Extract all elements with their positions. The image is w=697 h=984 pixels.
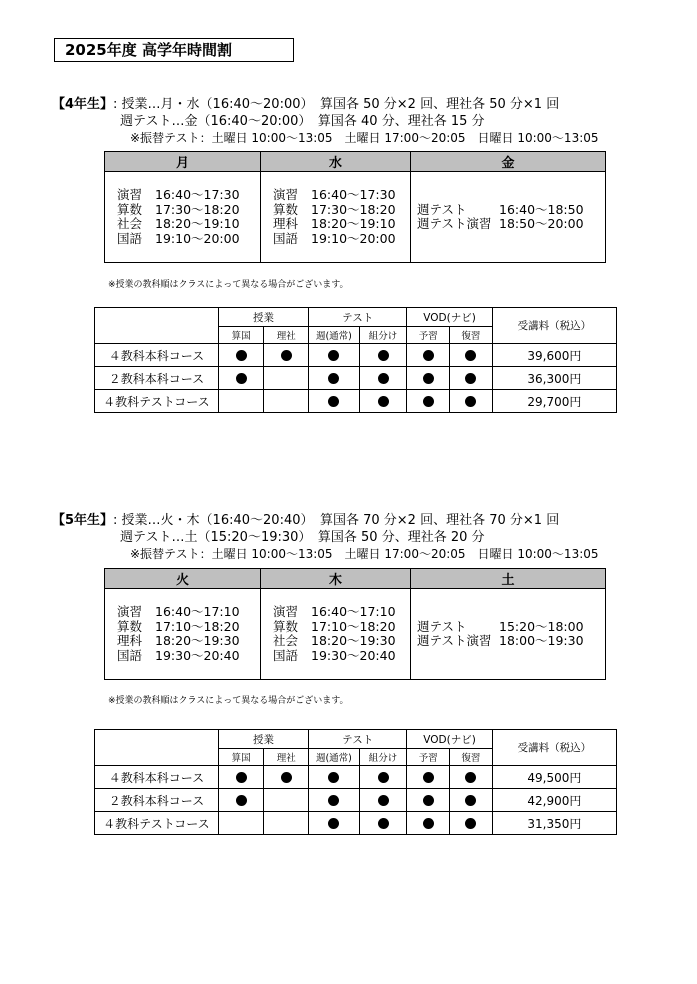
included-dot-icon (378, 373, 389, 384)
fee-group-header: 授業 (218, 730, 308, 749)
grade5-note: ※授業の教科順はクラスによって異なる場合がございます。 (108, 696, 349, 706)
fee-sub-header: 算国 (218, 327, 264, 344)
course-name: ２教科本科コース (95, 367, 219, 390)
included-dot-icon (465, 772, 476, 783)
course-mark-cell (450, 812, 493, 835)
fee-group-header: テスト (309, 308, 407, 327)
course-mark-cell (264, 812, 309, 835)
course-mark-cell (309, 367, 360, 390)
grade4-header (52, 96, 599, 147)
course-mark-cell (218, 367, 264, 390)
grade5-lesson-line: : 授業…火・木（16:40〜20:40） 算国各 70 分×2 回、理社各 70 分×1 回 (113, 513, 560, 528)
course-mark-cell (264, 789, 309, 812)
course-row (95, 812, 617, 835)
included-dot-icon (423, 818, 434, 829)
fee-sub-header: 理社 (264, 327, 309, 344)
grade4-tag: 【4年生】 (52, 97, 114, 112)
grade4-lesson-line: : 授業…月・水（16:40〜20:00） 算国各 50 分×2 回、理社各 50 分×1 回 (113, 97, 560, 112)
course-mark-cell (407, 390, 450, 413)
fee-sub-header: 組分け (359, 327, 407, 344)
fee-sub-header: 週(通常) (309, 749, 360, 766)
included-dot-icon (236, 373, 247, 384)
grade4-makeup-line: ※振替テスト：土曜日 10:00〜13:05 土曜日 17:00〜20:05 日曜日 10:00〜13:05 (130, 131, 599, 145)
included-dot-icon (423, 373, 434, 384)
day-header: 月 (105, 152, 261, 172)
day-header: 水 (261, 152, 411, 172)
course-row (95, 344, 617, 367)
day-header: 金 (411, 152, 606, 172)
grade4-test-line: 週テスト…金（16:40〜20:00） 算国各 40 分、理社各 15 分 (120, 114, 485, 129)
day-header: 土 (411, 569, 606, 589)
course-mark-cell (450, 367, 493, 390)
fee-sub-header: 予習 (407, 749, 450, 766)
course-mark-cell (359, 390, 407, 413)
fee-sub-header: 組分け (359, 749, 407, 766)
included-dot-icon (378, 396, 389, 407)
course-mark-cell (218, 344, 264, 367)
course-mark-cell (407, 344, 450, 367)
grade4-fee-table (94, 307, 617, 413)
included-dot-icon (328, 772, 339, 783)
included-dot-icon (281, 772, 292, 783)
included-dot-icon (236, 795, 247, 806)
page-title: 2025年度 高学年時間割 (54, 38, 294, 62)
course-mark-cell (359, 812, 407, 835)
grade5-makeup-line: ※振替テスト：土曜日 10:00〜13:05 土曜日 17:00〜20:05 日曜日 10:00〜13:05 (130, 547, 599, 561)
fee-group-header: 授業 (218, 308, 308, 327)
fee-group-header: テスト (309, 730, 407, 749)
course-row (95, 390, 617, 413)
fee-sub-header: 算国 (218, 749, 264, 766)
course-name: ４教科本科コース (95, 344, 219, 367)
fee-header-blank (95, 730, 219, 766)
included-dot-icon (236, 772, 247, 783)
day-schedule-cell: 週テスト 15:20〜18:00 週テスト演習 18:00〜19:30 (411, 589, 606, 680)
course-mark-cell (407, 812, 450, 835)
course-mark-cell (309, 812, 360, 835)
fee-sub-header: 週(通常) (309, 327, 360, 344)
included-dot-icon (423, 396, 434, 407)
course-name: ４教科テストコース (95, 390, 219, 413)
course-name: ４教科テストコース (95, 812, 219, 835)
course-price: 31,350円 (492, 812, 616, 835)
course-mark-cell (359, 766, 407, 789)
fee-header-blank (95, 308, 219, 344)
fee-sub-header: 理社 (264, 749, 309, 766)
fee-sub-header: 復習 (450, 327, 493, 344)
grade5-tag: 【5年生】 (52, 513, 114, 528)
course-mark-cell (407, 367, 450, 390)
course-mark-cell (450, 766, 493, 789)
course-mark-cell (309, 766, 360, 789)
course-mark-cell (264, 344, 309, 367)
included-dot-icon (328, 350, 339, 361)
day-header: 火 (105, 569, 261, 589)
course-mark-cell (218, 812, 264, 835)
included-dot-icon (378, 795, 389, 806)
course-price: 42,900円 (492, 789, 616, 812)
grade5-header (52, 512, 599, 563)
day-schedule-cell: 演習 16:40〜17:30 算数 17:30〜18:20 理科 18:20〜19:10 国語 19:10〜20:00 (261, 172, 411, 263)
fee-sub-header: 復習 (450, 749, 493, 766)
included-dot-icon (328, 795, 339, 806)
day-schedule-cell: 演習 16:40〜17:10 算数 17:10〜18:20 理科 18:20〜19:30 国語 19:30〜20:40 (105, 589, 261, 680)
included-dot-icon (328, 818, 339, 829)
course-mark-cell (218, 390, 264, 413)
course-mark-cell (264, 390, 309, 413)
included-dot-icon (236, 350, 247, 361)
course-mark-cell (309, 344, 360, 367)
course-mark-cell (407, 789, 450, 812)
course-mark-cell (359, 367, 407, 390)
course-mark-cell (407, 766, 450, 789)
course-name: ２教科本科コース (95, 789, 219, 812)
included-dot-icon (465, 373, 476, 384)
course-price: 29,700円 (492, 390, 616, 413)
course-price: 36,300円 (492, 367, 616, 390)
day-schedule-cell: 週テスト 16:40〜18:50 週テスト演習 18:50〜20:00 (411, 172, 606, 263)
course-mark-cell (359, 789, 407, 812)
fee-price-header: 受講料（税込） (492, 730, 616, 766)
fee-group-header: VOD(ナビ) (407, 308, 493, 327)
course-mark-cell (218, 766, 264, 789)
course-row (95, 789, 617, 812)
included-dot-icon (423, 795, 434, 806)
fee-sub-header: 予習 (407, 327, 450, 344)
included-dot-icon (465, 350, 476, 361)
included-dot-icon (423, 350, 434, 361)
course-row (95, 367, 617, 390)
course-row (95, 766, 617, 789)
grade5-schedule-table (104, 568, 606, 680)
course-mark-cell (359, 344, 407, 367)
course-name: ４教科本科コース (95, 766, 219, 789)
included-dot-icon (378, 350, 389, 361)
course-price: 39,600円 (492, 344, 616, 367)
grade5-test-line: 週テスト…土（15:20〜19:30） 算国各 50 分、理社各 20 分 (120, 530, 485, 545)
course-mark-cell (264, 367, 309, 390)
included-dot-icon (465, 818, 476, 829)
course-mark-cell (264, 766, 309, 789)
included-dot-icon (465, 795, 476, 806)
fee-price-header: 受講料（税込） (492, 308, 616, 344)
fee-group-header: VOD(ナビ) (407, 730, 493, 749)
included-dot-icon (328, 373, 339, 384)
included-dot-icon (281, 350, 292, 361)
included-dot-icon (378, 818, 389, 829)
course-price: 49,500円 (492, 766, 616, 789)
day-schedule-cell: 演習 16:40〜17:30 算数 17:30〜18:20 社会 18:20〜19:10 国語 19:10〜20:00 (105, 172, 261, 263)
grade4-note: ※授業の教科順はクラスによって異なる場合がございます。 (108, 280, 349, 290)
included-dot-icon (465, 396, 476, 407)
included-dot-icon (378, 772, 389, 783)
included-dot-icon (328, 396, 339, 407)
day-schedule-cell: 演習 16:40〜17:10 算数 17:10〜18:20 社会 18:20〜19:30 国語 19:30〜20:40 (261, 589, 411, 680)
course-mark-cell (450, 789, 493, 812)
course-mark-cell (450, 344, 493, 367)
grade4-schedule-table (104, 151, 606, 263)
course-mark-cell (309, 789, 360, 812)
day-header: 木 (261, 569, 411, 589)
course-mark-cell (309, 390, 360, 413)
course-mark-cell (218, 789, 264, 812)
grade5-fee-table (94, 729, 617, 835)
course-mark-cell (450, 390, 493, 413)
included-dot-icon (423, 772, 434, 783)
